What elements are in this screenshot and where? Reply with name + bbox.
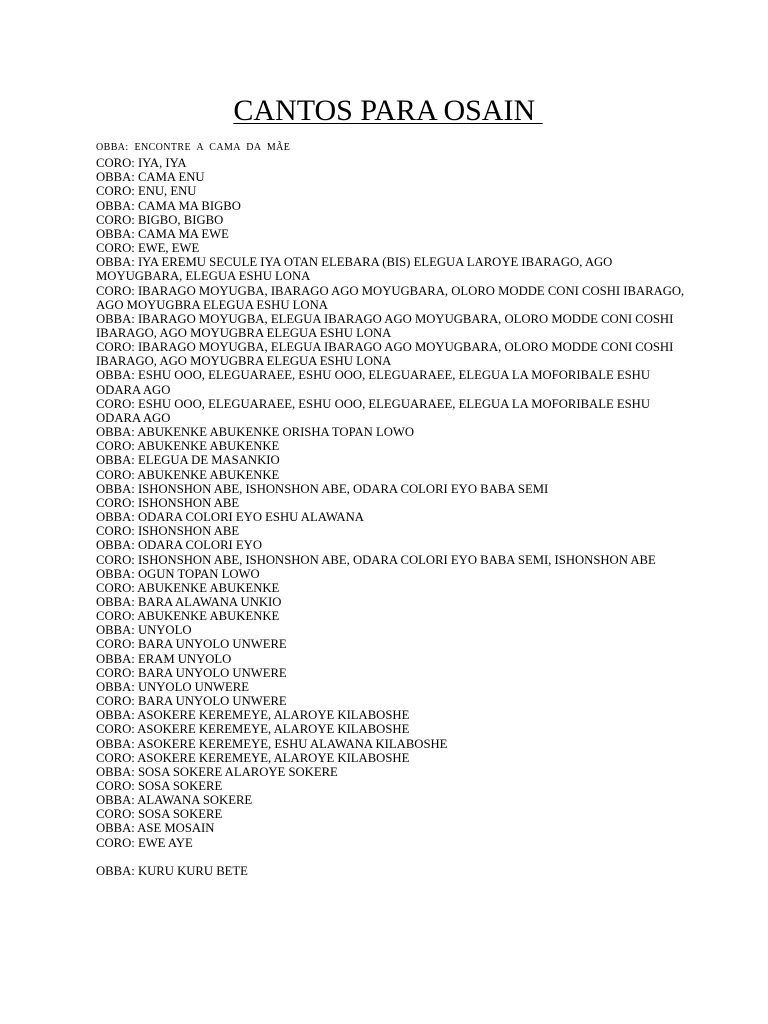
song-line: CORO: ABUKENKE ABUKENKE (96, 609, 280, 624)
song-line: CORO: SOSA SOKERE (96, 779, 223, 794)
song-line: OBBA: KURU KURU BETE (96, 863, 248, 878)
song-line: OBBA: UNYOLO UNWERE (96, 679, 249, 694)
song-lines (96, 141, 686, 878)
song-line: OBBA: ESHU OOO, ELEGUARAEE, ESHU OOO, ELEGUARAEE, ELEGUA LA MOFORIBALE ESHU ODARA AGO (96, 368, 650, 397)
song-line: OBBA: OGUN TOPAN LOWO (96, 566, 260, 581)
song-line: OBBA: BARA ALAWANA UNKIO (96, 594, 282, 609)
song-line: OBBA: UNYOLO (96, 623, 192, 638)
song-line: OBBA: CAMA ENU (96, 170, 205, 185)
song-line: CORO: ABUKENKE ABUKENKE (96, 467, 280, 482)
song-line: CORO: ISHONSHON ABE, ISHONSHON ABE, ODARA COLORI EYO BABA SEMI, ISHONSHON ABE (96, 552, 656, 567)
song-line: CORO: ISHONSHON ABE (96, 495, 240, 510)
song-line: CORO: EWE, EWE (96, 241, 200, 256)
song-line: CORO: ASOKERE KEREMEYE, ALAROYE KILABOSHE (96, 750, 410, 765)
song-line: CORO: IBARAGO MOYUGBA, IBARAGO AGO MOYUGBARA, OLORO MODDE CONI COSHI IBARAGO, AGO MOYUGBRA ELEGUA ESHU LONA (96, 283, 685, 312)
song-line: CORO: ABUKENKE ABUKENKE (96, 439, 280, 454)
song-line: CORO: BARA UNYOLO UNWERE (96, 665, 287, 680)
song-line: CORO: IYA, IYA (96, 156, 187, 171)
song-line: CORO: ESHU OOO, ELEGUARAEE, ESHU OOO, ELEGUARAEE, ELEGUA LA MOFORIBALE ESHU ODARA AGO (96, 396, 650, 425)
song-line: OBBA: ALAWANA SOKERE (96, 793, 253, 808)
song-line: OBBA: ISHONSHON ABE, ISHONSHON ABE, ODARA COLORI EYO BABA SEMI (96, 481, 549, 496)
song-line: OBBA: ABUKENKE ABUKENKE ORISHA TOPAN LOWO (96, 425, 415, 440)
document-title-text: CANTOS PARA OSAIN (233, 94, 543, 127)
song-line: CORO: IBARAGO MOYUGBA, ELEGUA IBARAGO AGO MOYUGBARA, OLORO MODDE CONI COSHI IBARAGO, AGO MOYUGBRA ELEGUA ESHU LONA (96, 340, 674, 369)
song-line: OBBA: IBARAGO MOYUGBA, ELEGUA IBARAGO AGO MOYUGBARA, OLORO MODDE CONI COSHI IBARAGO, AGO MOYUGBRA ELEGUA ESHU LONA (96, 311, 674, 341)
song-line: OBBA: IYA EREMU SECULE IYA OTAN ELEBARA (BIS) ELEGUA LAROYE IBARAGO, AGO MOYUGBARA, ELEGUA ESHU LONA (96, 255, 613, 284)
song-line: OBBA: ODARA COLORI EYO (96, 538, 263, 553)
song-line: OBBA: ODARA COLORI EYO ESHU ALAWANA (96, 510, 364, 525)
song-line: CORO: BARA UNYOLO UNWERE (96, 637, 287, 652)
document-title (0, 92, 768, 130)
song-line: CORO: ASOKERE KEREMEYE, ALAROYE KILABOSHE (96, 722, 410, 737)
song-line: OBBA: SOSA SOKERE ALAROYE SOKERE (96, 764, 338, 779)
song-line: CORO: BIGBO, BIGBO (96, 212, 224, 227)
song-line: OBBA: ENCONTRE A CAMA DA MÃE (96, 142, 291, 153)
song-line: OBBA: ASE MOSAIN (96, 821, 215, 836)
song-line: CORO: SOSA SOKERE (96, 807, 223, 822)
song-line (96, 850, 686, 864)
song-line: CORO: BARA UNYOLO UNWERE (96, 694, 287, 709)
song-line: OBBA: ASOKERE KEREMEYE, ALAROYE KILABOSHE (96, 708, 410, 723)
song-line: OBBA: CAMA MA EWE (96, 226, 229, 241)
song-line: OBBA: CAMA MA BIGBO (96, 198, 241, 213)
song-line: CORO: ABUKENKE ABUKENKE (96, 580, 280, 595)
song-line: CORO: EWE AYE (96, 835, 193, 850)
song-line: CORO: ENU, ENU (96, 184, 197, 199)
song-line: OBBA: ERAM UNYOLO (96, 651, 232, 666)
song-line: OBBA: ELEGUA DE MASANKIO (96, 453, 280, 468)
song-line: CORO: ISHONSHON ABE (96, 524, 240, 539)
song-line: OBBA: ASOKERE KEREMEYE, ESHU ALAWANA KILABOSHE (96, 736, 448, 751)
